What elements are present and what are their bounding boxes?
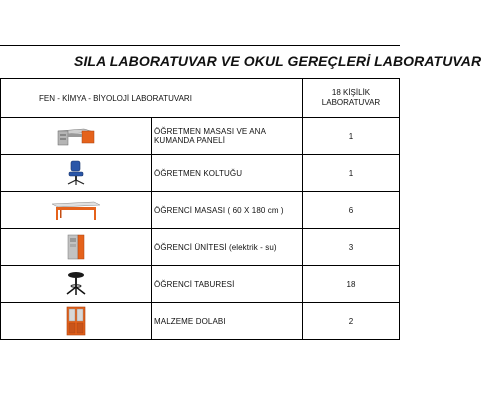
item-name: ÖĞRENCİ TABURESİ	[152, 266, 303, 303]
item-quantity: 3	[303, 229, 400, 266]
item-image-cell	[1, 118, 152, 155]
item-name: ÖĞRETMEN KOLTUĞU	[152, 155, 303, 192]
item-image-cell	[1, 266, 152, 303]
item-quantity: 1	[303, 118, 400, 155]
item-image-cell	[1, 192, 152, 229]
item-image-cell	[1, 229, 152, 266]
page-title: SILA LABORATUVAR VE OKUL GEREÇLERİ LABORATUVAR	[74, 53, 481, 69]
section-label: FEN - KİMYA - BİYOLOJİ LABORATUVARI	[1, 79, 303, 118]
equipment-table	[0, 78, 400, 340]
item-image-cell	[1, 303, 152, 340]
table-row	[1, 266, 400, 303]
table-row	[1, 229, 400, 266]
capacity-line-1: 18 KİŞİLİK	[331, 88, 371, 97]
item-name: ÖĞRENCİ MASASI ( 60 X 180 cm )	[152, 192, 303, 229]
student-unit-icon	[65, 232, 87, 262]
office-chair-icon	[66, 160, 86, 186]
student-table-icon	[50, 198, 102, 222]
item-quantity: 6	[303, 192, 400, 229]
title-bar	[0, 45, 481, 79]
table-row	[1, 303, 400, 340]
item-name: MALZEME DOLABI	[152, 303, 303, 340]
item-name: ÖĞRETMEN MASASI VE ANA KUMANDA PANELİ	[152, 118, 303, 155]
item-quantity: 2	[303, 303, 400, 340]
cabinet-icon	[65, 306, 87, 336]
capacity-header	[303, 79, 400, 118]
item-image-cell	[1, 155, 152, 192]
item-quantity: 1	[303, 155, 400, 192]
capacity-line-2: LABORATUVAR	[321, 98, 381, 107]
stool-icon	[64, 271, 88, 297]
item-quantity: 18	[303, 266, 400, 303]
item-name: ÖĞRENCİ ÜNİTESİ (elektrik - su)	[152, 229, 303, 266]
table-row	[1, 118, 400, 155]
table-row	[1, 155, 400, 192]
teacher-desk-icon	[54, 123, 98, 149]
table-header-row	[1, 79, 400, 118]
table-row	[1, 192, 400, 229]
